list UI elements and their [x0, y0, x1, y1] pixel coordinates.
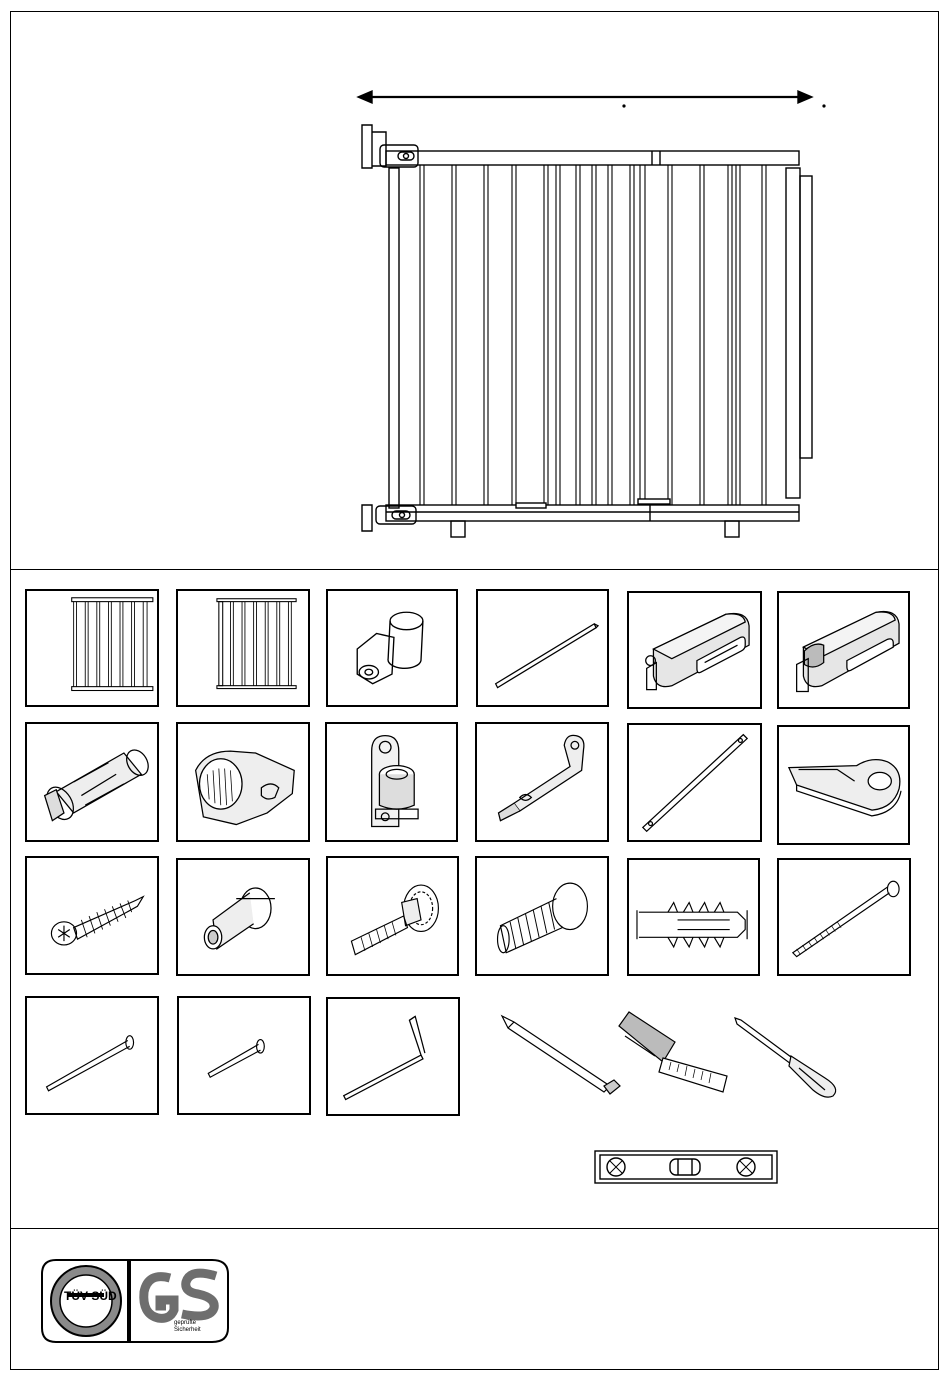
part-pin-long — [25, 996, 159, 1115]
part-long-metal-strip — [627, 723, 762, 842]
wall-mount-top-icon — [362, 125, 418, 168]
part-gate-panel — [25, 589, 159, 707]
part-short-bolt — [475, 856, 609, 976]
part-lock-housing-right — [777, 591, 910, 709]
part-hinge-cap — [176, 722, 310, 842]
part-long-bolt — [777, 858, 911, 976]
part-wood-screw — [25, 856, 159, 975]
part-extension-panel — [176, 589, 310, 707]
part-angle-bracket — [475, 722, 609, 842]
spirit-level-icon — [594, 1150, 778, 1184]
part-barrel-nut — [176, 858, 310, 976]
gs-caption: geprüfte Sicherheit — [174, 1320, 201, 1333]
part-serrated-bolt — [326, 856, 459, 976]
part-wall-plug — [627, 858, 760, 976]
gate-overview-drawing — [0, 0, 950, 570]
part-base-plate — [777, 725, 910, 845]
part-allen-key — [326, 997, 460, 1116]
part-pin-short — [177, 996, 311, 1115]
tuv-logo: TÜV SÜD — [64, 1289, 117, 1303]
screwdriver-icon — [733, 1016, 847, 1098]
pencil-icon — [500, 1014, 622, 1098]
certification-mark — [40, 1258, 230, 1344]
part-wall-hinge — [325, 722, 458, 842]
wall-mount-bottom-icon — [362, 505, 416, 531]
part-rubber-foot — [326, 589, 458, 707]
section-divider-bottom — [10, 1228, 939, 1229]
part-pressure-spindle — [25, 722, 159, 842]
width-arrow-icon — [358, 91, 825, 107]
tape-measure-icon — [615, 1008, 735, 1094]
part-plastic-strip — [476, 589, 609, 707]
part-lock-housing-left — [627, 591, 762, 709]
